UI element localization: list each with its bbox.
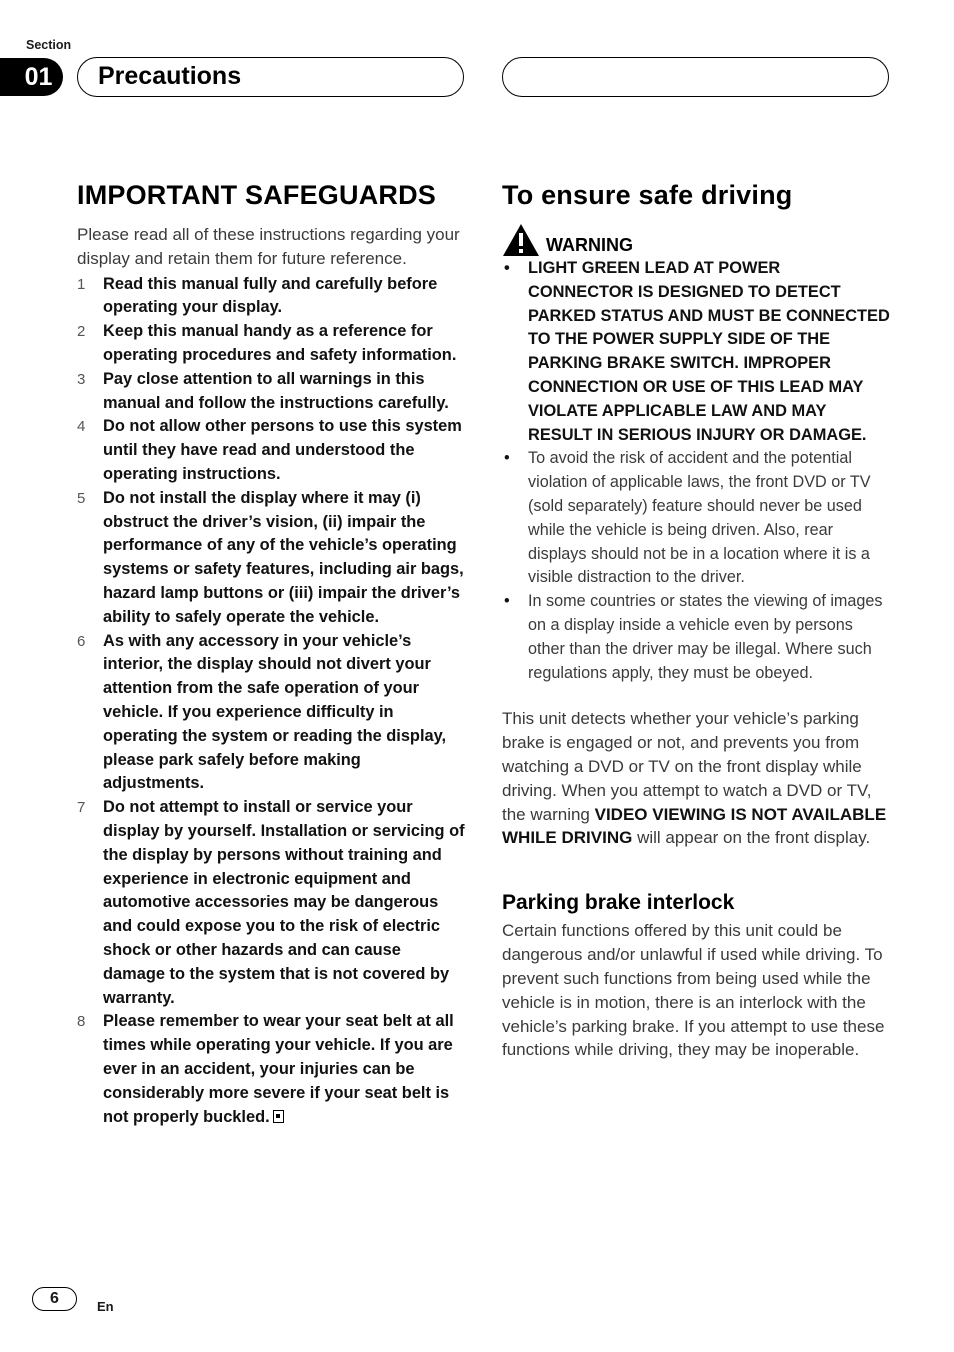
list-item (77, 630, 465, 797)
list-item-number: 2 (77, 323, 86, 341)
list-item-text: Keep this manual handy as a reference for operating procedures and safety information. (103, 322, 457, 365)
language-label: En (97, 1299, 114, 1314)
safeguards-list (77, 273, 465, 1130)
list-item-number: 3 (77, 370, 86, 388)
warning-header (502, 223, 890, 257)
header-title: Precautions (98, 62, 242, 90)
list-item-number: 7 (77, 799, 86, 817)
list-item (77, 273, 465, 321)
left-column (77, 180, 465, 1129)
list-item: • LIGHT GREEN LEAD AT POWER CONNECTOR IS DESIGNED TO DETECT PARKED STATUS AND MUST BE CONNECTED TO THE POWER SUPPLY SIDE OF THE PARKING BRAKE SWITCH. IMPROPER CONNECTION OR USE OF THIS LEAD MAY VIOLATE APPLICABLE LAW AND MAY RESULT IN SERIOUS INJURY OR DAMAGE. (504, 259, 890, 444)
warning-label: WARNING (546, 235, 633, 256)
header-title-pill (77, 57, 464, 97)
warning-list (502, 257, 890, 685)
list-item-text: Do not allow other persons to use this system until they have read and understood the operating instructions. (103, 417, 462, 484)
list-item-text: Pay close attention to all warnings in this manual and follow the instructions carefully. (103, 369, 449, 412)
important-safeguards-heading: IMPORTANT SAFEGUARDS (77, 180, 436, 210)
parking-detect-paragraph: This unit detects whether your vehicle’s parking brake is engaged or not, and prevents you from watching a DVD or TV on the front display while driving. When you attempt to watch a DVD or TV, the warning VIDEO VIEWING IS NOT AVAILABLE WHILE DRIVING will appear on the front display. (502, 709, 887, 848)
list-item (77, 1010, 465, 1129)
list-item: • In some countries or states the viewing of images on a display inside a vehicle even by persons other than the driver may be illegal. Where such regulations apply, they must be obeyed. (504, 592, 883, 682)
end-of-section-icon (273, 1110, 284, 1123)
list-item-text: LIGHT GREEN LEAD AT POWER CONNECTOR IS DESIGNED TO DETECT PARKED STATUS AND MUST BE CONNECTED TO THE POWER SUPPLY SIDE OF THE PARKING BRAKE SWITCH. IMPROPER CONNECTION OR USE OF THIS LEAD MAY VIOLATE APPLICABLE LAW AND MAY RESULT IN SERIOUS INJURY OR DAMAGE. (528, 259, 890, 444)
list-item-number: 8 (77, 1013, 86, 1031)
section-number-tab: 01 (0, 58, 63, 96)
right-column (502, 180, 890, 1062)
safe-driving-heading: To ensure safe driving (502, 180, 793, 210)
warning-triangle-icon (502, 223, 540, 257)
list-item-text: Do not install the display where it may (i) obstruct the driver’s vision, (ii) impair the performance of any of the vehicle’s operating systems or safety features, including air bags, hazard lamp buttons or (iii) impair the driver’s ability to safely operate the vehicle. (103, 488, 464, 626)
interlock-paragraph: Certain functions offered by this unit could be dangerous and/or unlawful if used while driving. To prevent such functions from being used while the vehicle is in motion, there is an interlock with the vehicle’s parking brake. If you attempt to use these functions while driving, they may be inoperable. (502, 921, 885, 1060)
page-number: 6 (32, 1287, 77, 1311)
warning-message: VIDEO VIEWING IS NOT AVAILABLE WHILE DRIVING (502, 804, 887, 848)
list-item (77, 487, 465, 630)
parking-brake-interlock-heading: Parking brake interlock (502, 891, 735, 915)
list-item-text: Read this manual fully and carefully before operating your display. (103, 274, 438, 317)
list-item: • To avoid the risk of accident and the potential violation of applicable laws, the front DVD or TV (sold separately) feature should never be used while the vehicle is being driven. Also, rear displays should not be in a location where it is a visible distraction to the driver. (504, 449, 871, 587)
list-item-text: As with any accessory in your vehicle’s interior, the display should not divert your attention from the safe operation of your vehicle. If you experience difficulty in operating the system or reading the display, please park safely before making adjustments. (103, 631, 447, 793)
list-item-text: Do not attempt to install or service your display by yourself. Installation or servicing of the display by persons without training and experience in electronic equipment and automotive accessories may be dangerous and could expose you to the risk of electric shock or other hazards and can cause damage to the system that is not covered by warranty. (103, 798, 465, 1007)
list-item (77, 320, 465, 368)
list-item-text: To avoid the risk of accident and the potential violation of applicable laws, the front DVD or TV (sold separately) feature should never be used while the vehicle is being driven. Also, rear displays should not be in a location where it is a visible distraction to the driver. (528, 449, 871, 587)
header-blank-pill (502, 57, 889, 97)
list-item-text: Please remember to wear your seat belt at all times while operating your vehicle. If you are ever in an accident, your injuries can be considerably more severe if your seat belt is not properly buckled. (103, 1012, 454, 1126)
list-item (77, 796, 465, 1010)
list-item-number: 4 (77, 418, 86, 436)
list-item-number: 5 (77, 489, 86, 507)
list-item (77, 415, 465, 486)
list-item-number: 6 (77, 632, 86, 650)
list-item-text: In some countries or states the viewing of images on a display inside a vehicle even by persons other than the driver may be illegal. Where such regulations apply, they must be obeyed. (528, 592, 883, 682)
list-item-number: 1 (77, 275, 86, 293)
safeguards-intro: Please read all of these instructions regarding your display and retain them for future reference. (77, 225, 460, 268)
list-item (77, 368, 465, 416)
section-label: Section (26, 38, 72, 52)
